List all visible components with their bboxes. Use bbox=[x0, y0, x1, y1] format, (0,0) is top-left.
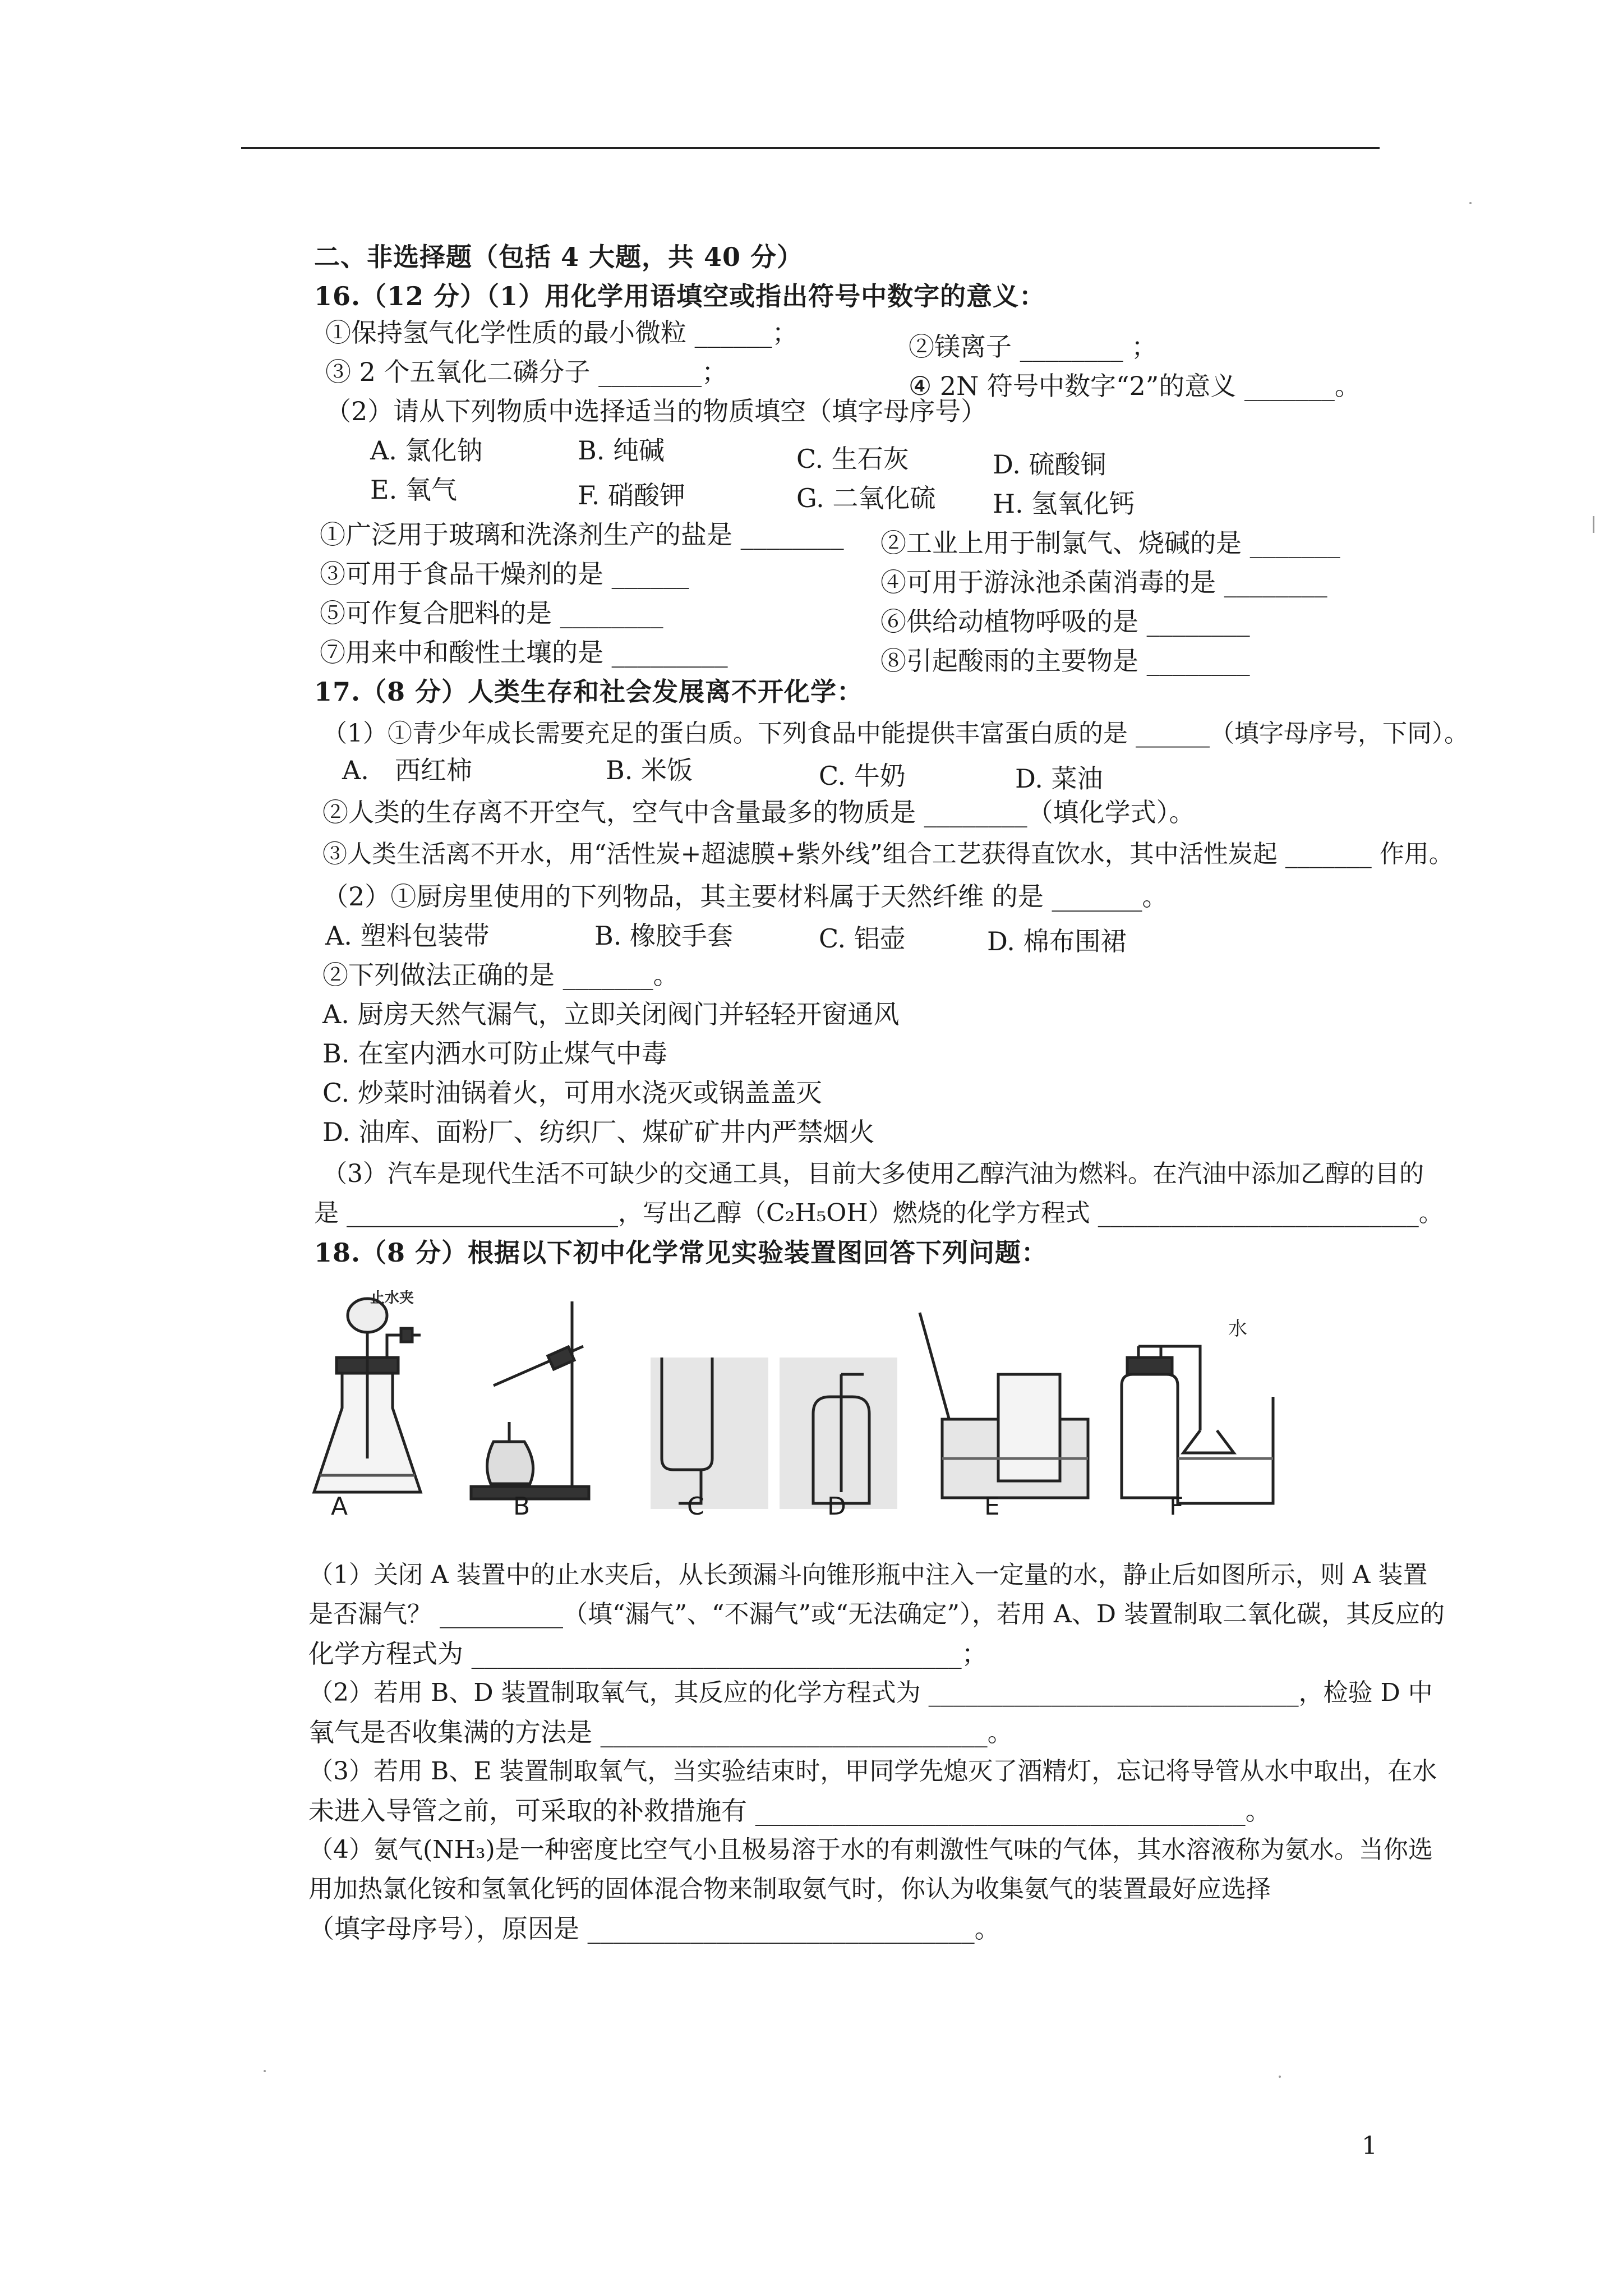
q17-l5-opt-b: B. 在室内洒水可防止煤气中毒 bbox=[322, 1038, 668, 1069]
q16-blank-1: ①广泛用于玻璃和洗涤剂生产的盐是 ________ bbox=[320, 519, 844, 550]
q16-part2: （2）请从下列物质中选择适当的物质填空（填字母序号） bbox=[325, 396, 987, 426]
q18-s1-line-c: 化学方程式为 ______________________________________； bbox=[308, 1639, 988, 1669]
apparatus-figures bbox=[303, 1290, 1307, 1526]
scan-speck bbox=[1279, 2076, 1281, 2078]
apparatus-a-icon bbox=[314, 1290, 421, 1492]
q17-l1-opt-d: D. 菜油 bbox=[1015, 763, 1103, 794]
q17-l1-opt-a: A. 西红柿 bbox=[342, 755, 472, 785]
q16-option-e: E. 氧气 bbox=[370, 475, 457, 505]
apparatus-c-icon bbox=[651, 1358, 768, 1509]
q18-s2-line-a: （2）若用 B、D 装置制取氧气，其反应的化学方程式为 ______________________________，检验 D 中 bbox=[308, 1678, 1433, 1707]
section-title: 二、非选择题（包括 4 大题，共 40 分） bbox=[314, 242, 804, 272]
q16-blank-6: ⑥供给动植物呼吸的是 ________ bbox=[880, 606, 1250, 637]
apparatus-b-icon bbox=[471, 1301, 589, 1499]
q16-header: 16.（12 分）（1）用化学用语填空或指出符号中数字的意义： bbox=[314, 281, 1046, 311]
q17-line-2: ②人类的生存离不开空气，空气中含量最多的物质是 ________（填化学式）。 bbox=[322, 797, 1195, 827]
q17-l1-opt-c: C. 牛奶 bbox=[819, 761, 906, 791]
scan-speck bbox=[264, 2070, 266, 2072]
q17-l1-opt-b: B. 米饭 bbox=[606, 755, 693, 785]
q16-item-1: ①保持氢气化学性质的最小微粒 ______； bbox=[325, 318, 798, 348]
clamp-label: 止水夹 bbox=[370, 1290, 414, 1306]
q17-line-6a: （3）汽车是现代生活不可缺少的交通工具，目前大多使用乙醇汽油为燃料。在汽油中添加乙醇的目的 bbox=[322, 1159, 1424, 1188]
q16-option-d: D. 硫酸铜 bbox=[993, 449, 1106, 480]
q17-l4-opt-b: B. 橡胶手套 bbox=[594, 921, 734, 951]
q17-l5-opt-d: D. 油库、面粉厂、纺织厂、煤矿矿井内严禁烟火 bbox=[322, 1117, 875, 1147]
q17-line-4: （2）①厨房里使用的下列物品，其主要材料属于天然纤维 的是 _______。 bbox=[322, 881, 1168, 912]
water-label: 水 bbox=[1228, 1318, 1247, 1340]
q17-header: 17.（8 分）人类生存和社会发展离不开化学： bbox=[314, 677, 864, 707]
q17-l5-opt-a: A. 厨房天然气漏气，立即关闭阀门并轻轻开窗通风 bbox=[322, 999, 900, 1029]
q18-s1-line-a: （1）关闭 A 装置中的止水夹后，从长颈漏斗向锥形瓶中注入一定量的水，静止后如图所示，则 A 装置 bbox=[308, 1561, 1428, 1589]
q16-option-b: B. 纯碱 bbox=[578, 435, 665, 466]
q16-item-4: ④ 2N 符号中数字“2”的意义 _______。 bbox=[909, 371, 1361, 401]
figure-label-e: E bbox=[984, 1492, 1000, 1521]
q17-l4-opt-d: D. 棉布围裙 bbox=[987, 926, 1127, 956]
q17-line-5: ②下列做法正确的是 _______。 bbox=[322, 960, 679, 990]
q16-blank-2: ②工业上用于制氯气、烧碱的是 _______ bbox=[880, 528, 1340, 558]
figure-label-a: A bbox=[331, 1492, 348, 1521]
q17-line-3: ③人类生活离不开水，用“活性炭+超滤膜+紫外线”组合工艺获得直饮水，其中活性炭起 _______ 作用。 bbox=[322, 840, 1454, 868]
q18-header: 18.（8 分）根据以下初中化学常见实验装置图回答下列问题： bbox=[314, 1237, 1048, 1268]
q17-l4-opt-c: C. 铝壶 bbox=[819, 923, 906, 954]
q16-option-g: G. 二氧化硫 bbox=[796, 483, 936, 513]
q18-s2-line-b: 氧气是否收集满的方法是 ______________________________。 bbox=[308, 1717, 1013, 1747]
q16-blank-8: ⑧引起酸雨的主要物是 ________ bbox=[880, 646, 1250, 676]
scan-speck bbox=[1469, 202, 1472, 204]
q16-blank-4: ④可用于游泳池杀菌消毒的是 ________ bbox=[880, 567, 1327, 597]
scan-mark bbox=[1593, 516, 1594, 533]
q17-line-6b: 是 ______________________，写出乙醇（C₂H₅OH）燃烧的化学方程式 __________________________。 bbox=[314, 1199, 1444, 1227]
q16-item-3: ③ 2 个五氧化二磷分子 ________； bbox=[325, 357, 728, 387]
q16-blank-3: ③可用于食品干燥剂的是 ______ bbox=[320, 559, 689, 589]
q18-s3-line-a: （3）若用 B、E 装置制取氧气，当实验结束时，甲同学先熄灭了酒精灯，忘记将导管从水中取出，在水 bbox=[308, 1757, 1437, 1786]
q16-blank-7: ⑦用来中和酸性土壤的是 _________ bbox=[320, 637, 728, 668]
apparatus-e-icon bbox=[920, 1313, 1088, 1498]
figure-label-b: B bbox=[513, 1492, 531, 1521]
q18-s3-line-b: 未进入导管之前，可采取的补救措施有 ______________________________________。 bbox=[308, 1796, 1271, 1826]
q18-s4-line-a: （4）氨气(NH₃)是一种密度比空气小且极易溶于水的有刺激性气味的气体，其水溶液称为氨水。当你选 bbox=[308, 1835, 1433, 1864]
q16-option-f: F. 硝酸钾 bbox=[578, 480, 685, 510]
q16-blank-5: ⑤可作复合肥料的是 ________ bbox=[320, 598, 663, 628]
q16-item-2: ②镁离子 ________ ； bbox=[909, 332, 1158, 362]
header-rule bbox=[241, 147, 1380, 149]
q17-line-1: （1）①青少年成长需要充足的蛋白质。下列食品中能提供丰富蛋白质的是 ______（填字母序号，下同）。 bbox=[322, 719, 1469, 748]
q18-s1-line-b: 是否漏气？ __________（填“漏气”、“不漏气”或“无法确定”），若用 A、D 装置制取二氧化碳，其反应的 bbox=[308, 1600, 1445, 1628]
figure-label-d: D bbox=[827, 1492, 846, 1521]
q18-s4-line-c: （填字母序号），原因是 ______________________________。 bbox=[308, 1913, 1000, 1944]
figure-label-f: F bbox=[1169, 1492, 1184, 1521]
figure-label-c: C bbox=[687, 1492, 704, 1521]
q17-l5-opt-c: C. 炒菜时油锅着火，可用水浇灭或锅盖盖灭 bbox=[322, 1078, 822, 1108]
q16-option-a: A. 氯化钠 bbox=[370, 435, 483, 466]
q16-option-h: H. 氢氧化钙 bbox=[993, 489, 1135, 519]
apparatus-d-icon bbox=[780, 1358, 897, 1509]
q17-l4-opt-a: A. 塑料包装带 bbox=[325, 921, 490, 951]
apparatus-f-icon bbox=[1122, 1318, 1273, 1503]
q18-s4-line-b: 用加热氯化铵和氢氧化钙的固体混合物来制取氨气时，你认为收集氨气的装置最好应选择 bbox=[308, 1875, 1271, 1903]
q16-option-c: C. 生石灰 bbox=[796, 444, 909, 474]
page-number: 1 bbox=[1362, 2132, 1377, 2160]
